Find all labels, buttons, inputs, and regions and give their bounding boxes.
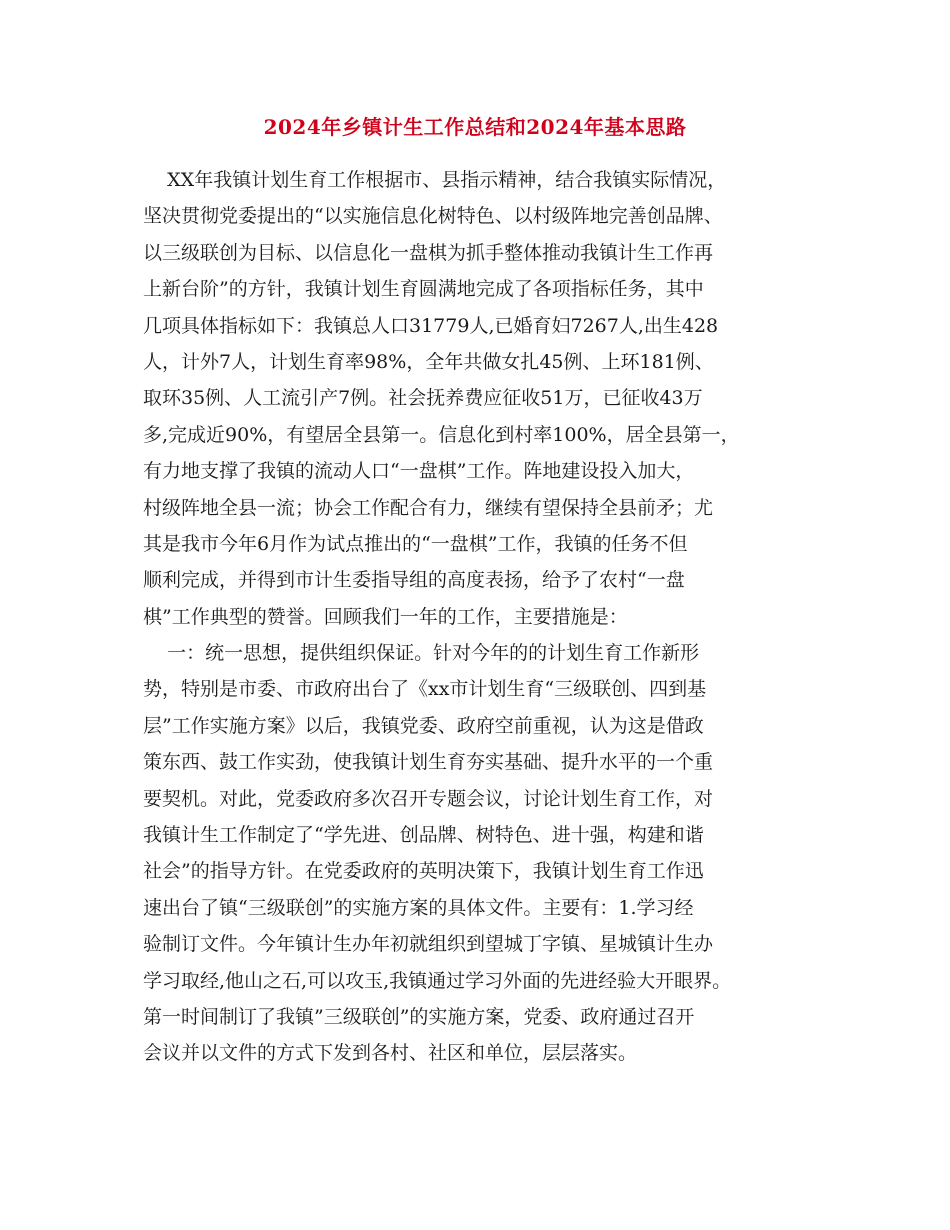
body-line: 验制订文件。今年镇计生办年初就组织到望城丁字镇、星城镇计生办 [143, 933, 714, 956]
body-line: 以三级联创为目标、以信息化一盘棋为抓手整体推动我镇计生工作再 [143, 241, 714, 264]
body-line: 坚决贯彻党委提出的“以实施信息化树特色、以村级阵地完善创品牌、 [143, 205, 723, 228]
body-line: XX年我镇计划生育工作根据市、县指示精神，结合我镇实际情况， [143, 169, 727, 191]
body-line: 有力地支撑了我镇的流动人口“一盘棋”工作。阵地建设投入加大， [143, 460, 695, 483]
body-line: 第一时间制订了我镇”三级联创”的实施方案，党委、政府通过召开 [143, 1005, 695, 1028]
body-line: 几项具体指标如下：我镇总人口31779人,已婚育妇7267人,出生428 [143, 314, 719, 337]
body-line: 棋”工作典型的赞誉。回顾我们一年的工作，主要措施是： [143, 605, 628, 628]
body-line: 社会”的指导方针。在党委政府的英明决策下，我镇计划生育工作迅 [143, 860, 704, 883]
body-line: 上新台阶”的方针，我镇计划生育圆满地完成了各项指标任务，其中 [143, 278, 704, 301]
document-title: 2024年乡镇计生工作总结和2024年基本思路 [263, 115, 687, 139]
body-line: 顺利完成，并得到市计生委指导组的高度表扬，给予了农村“一盘 [143, 569, 685, 592]
body-line: 人，计外7人，计划生育率98%，全年共做女扎45例、上环181例、 [143, 350, 714, 373]
body-line: 我镇计生工作制定了“学先进、创品牌、树特色、进十强，构建和谐 [143, 824, 704, 847]
document-body [143, 162, 823, 1072]
body-line: 策东西、鼓工作实劲，使我镇计划生育夯实基础、提升水平的一个重 [143, 751, 714, 774]
body-line: 其是我市今年6月作为试点推出的“一盘棋”工作，我镇的任务不但 [143, 532, 688, 555]
body-line: 多,完成近90%，有望居全县第一。信息化到村率100%，居全县第一， [143, 423, 740, 446]
body-line: 一：统一思想，提供组织保证。针对今年的的计划生育工作新形 [143, 642, 700, 665]
body-line: 要契机。对此，党委政府多次召开专题会议，讨论计划生育工作，对 [143, 787, 714, 810]
body-line: 学习取经,他山之石,可以攻玉,我镇通过学习外面的先进经验大开眼界。 [143, 969, 732, 992]
body-line: 会议并以文件的方式下发到各村、社区和单位，层层落实。 [143, 1042, 638, 1065]
body-line: 势，特别是市委、市政府出台了《xx市计划生育“三级联创、四到基 [143, 678, 707, 701]
body-line: 层”工作实施方案》以后，我镇党委、政府空前重视，认为这是借政 [143, 714, 704, 737]
body-line: 速出台了镇“三级联创”的实施方案的具体文件。主要有：1.学习经 [143, 896, 694, 919]
body-line: 取环35例、人工流引产7例。社会抚养费应征收51万，已征收43万 [143, 387, 703, 410]
body-line: 村级阵地全县一流；协会工作配合有力，继续有望保持全县前矛；尤 [143, 496, 714, 519]
